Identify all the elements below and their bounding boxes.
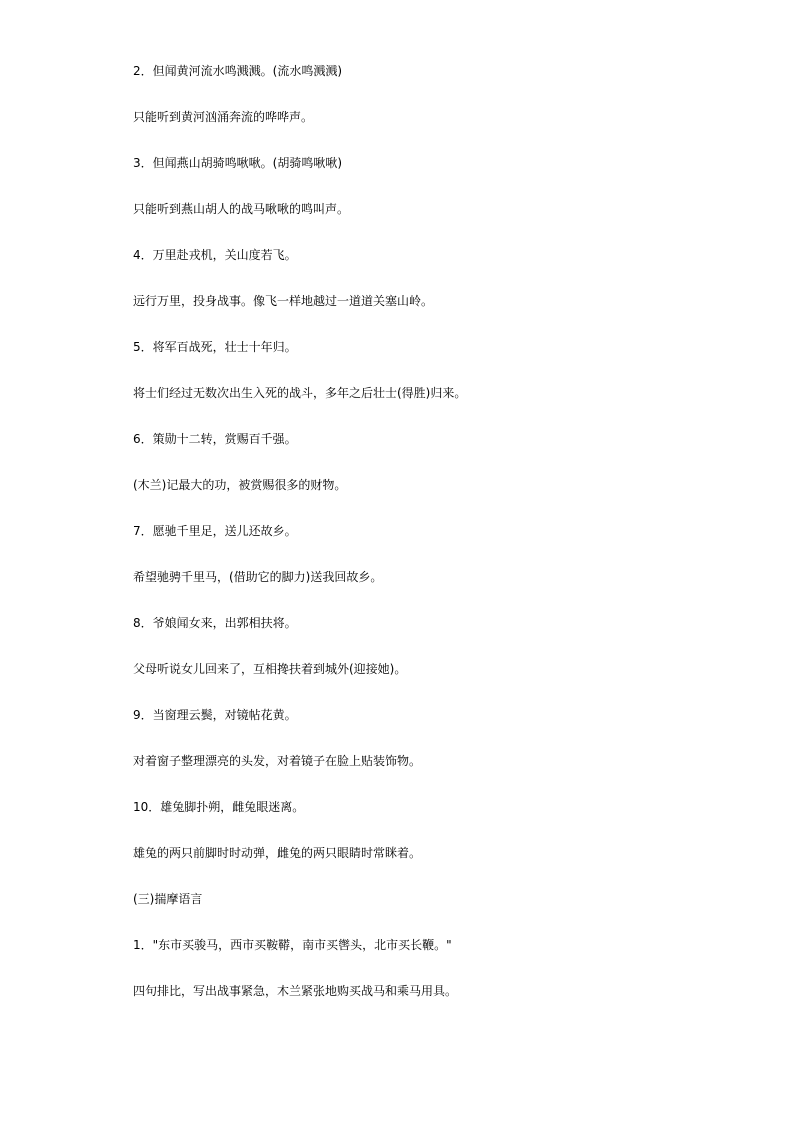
text-line: 四句排比，写出战事紧急，木兰紧张地购买战马和乘马用具。 [133,984,458,998]
text-line: 6．策勋十二转，赏赐百千强。 [133,432,297,446]
text-line: 对着窗子整理漂亮的头发，对着镜子在脸上贴装饰物。 [133,754,422,768]
section-heading: (三)揣摩语言 [133,892,203,906]
text-line: 远行万里，投身战事。像飞一样地越过一道道关塞山岭。 [133,294,434,308]
text-line: 3．但闻燕山胡骑鸣啾啾。(胡骑鸣啾啾) [133,156,342,170]
text-line: 雄兔的两只前脚时时动弹，雌兔的两只眼睛时常眯着。 [133,846,422,860]
text-line: 希望驰骋千里马，(借助它的脚力)送我回故乡。 [133,570,383,584]
text-line: 8．爷娘闻女来，出郭相扶将。 [133,616,297,630]
text-line: 4．万里赴戎机，关山度若飞。 [133,248,297,262]
text-line: 只能听到黄河汹涌奔流的哗哗声。 [133,110,314,124]
text-line: 10．雄兔脚扑朔，雌兔眼迷离。 [133,800,305,814]
text-line: 2．但闻黄河流水鸣溅溅。(流水鸣溅溅) [133,64,342,78]
text-line: 将士们经过无数次出生入死的战斗，多年之后壮士(得胜)归来。 [133,386,467,400]
text-line: 父母听说女儿回来了，互相搀扶着到城外(迎接她)。 [133,662,407,676]
text-line: 只能听到燕山胡人的战马啾啾的鸣叫声。 [133,202,350,216]
text-line: 1．"东市买骏马，西市买鞍鞯，南市买辔头，北市买长鞭。" [133,938,452,952]
text-line: (木兰)记最大的功，被赏赐很多的财物。 [133,478,347,492]
text-line: 9．当窗理云鬓，对镜帖花黄。 [133,708,297,722]
text-line: 7．愿驰千里足，送儿还故乡。 [133,524,297,538]
text-line: 5．将军百战死，壮士十年归。 [133,340,297,354]
